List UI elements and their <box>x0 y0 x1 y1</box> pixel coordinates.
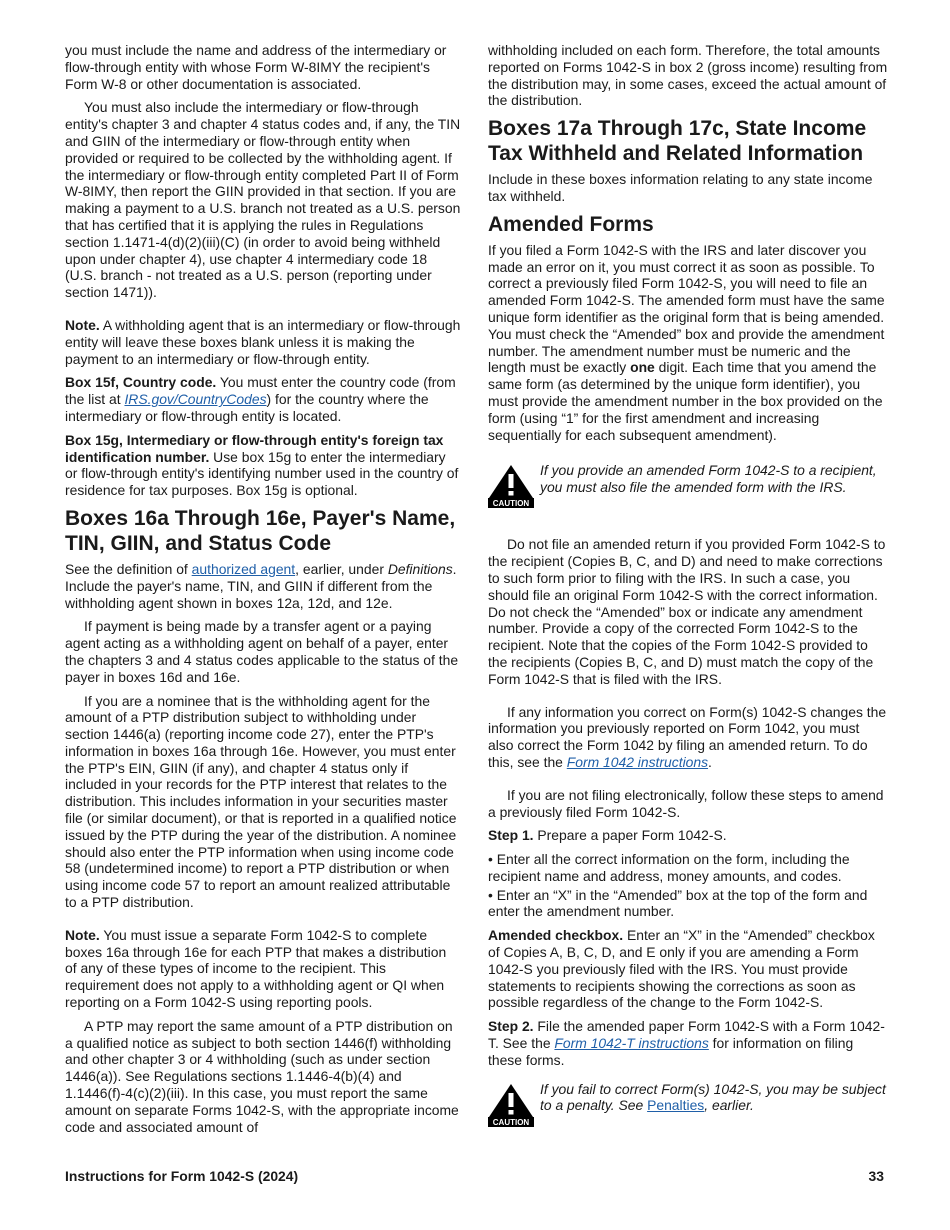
note-text: A withholding agent that is an intermediary or flow-through entity will leave these boxes blank unless it is making the payment to an intermediary or flow-through entity. <box>65 316 461 367</box>
bullet-text: Enter an “X” in the “Amended” box at the top of the form and enter the amendment number. <box>488 886 868 920</box>
note-label: Note. <box>65 926 100 943</box>
paragraph: You must also include the intermediary or flow-through entity's chapter 3 and chapter 4 status codes and, if any, the TIN and GIIN of the intermediary or flow-through entity when provided or required to be collected by the withholding agent. If the intermediary or flow-through entity completed Part II of Form W-8IMY, then report the GIIN provided in that section. If you are making a payment to a U.S. branch not treated as a U.S. person that has certified that it is applying the rules in Regulations section 1.1471-4(d)(2)(iii)(C) (in order to avoid being withheld upon under chapter 4), use chapter 4 intermediary code 18 (U.S. branch - not treated as a U.S. person (reporting under section 1471)). <box>65 99 461 301</box>
text: . Include the payer's name, TIN, and GIIN if different from the withholding agent shown in boxes 12a, 12d, and 12e. <box>65 560 457 611</box>
step2-label: Step 2. <box>488 1018 534 1035</box>
paragraph: you must include the name and address of the intermediary or flow-through entity with whose Form W-8IMY the recipient's Form W-8 or other documentation is associated. <box>65 42 447 92</box>
right-column <box>488 42 888 1155</box>
section-heading-boxes-16: Boxes 16a Through 16e, Payer's Name, TIN, GIIN, and Status Code <box>65 506 456 555</box>
note-paragraph <box>65 317 461 367</box>
bullet-dot: • <box>488 851 497 868</box>
form-1042-instructions-link[interactable]: Form 1042 instructions <box>566 753 709 770</box>
step1-paragraph <box>488 827 888 844</box>
amended-checkbox-label: Amended checkbox. <box>488 927 624 944</box>
caution-icon <box>488 464 534 508</box>
authorized-agent-link[interactable]: authorized agent <box>191 560 296 577</box>
left-column <box>65 42 461 1142</box>
penalties-link[interactable]: Penalties <box>647 1097 705 1114</box>
step1-text: Prepare a paper Form 1042-S. <box>533 827 727 844</box>
paragraph: A PTP may report the same amount of a PTP distribution on a qualified notice as subject to both section 1446(f) withholding and other chapter 3 or 4 withholding (such as under section 1446(a)). See Regulations sections 1.1446-4(b)(4) and 1.1446(f)-4(c)(2)(iii). In this case, you must report the same amount on separate Forms 1042-S, with the appropriate income code and associated amount of <box>65 1017 459 1135</box>
text: File the amended paper Form 1042-S with a Form 1042-T. See the <box>488 1018 885 1052</box>
bullet-dot: • <box>488 886 497 903</box>
paragraph: withholding included on each form. Therefore, the total amounts reported on Forms 1042-S in box 2 (gross income) resulting from the distribution may, in some cases, exceed the actual amount of the distribution. <box>488 42 888 109</box>
caution-text: If you provide an amended Form 1042-S to a recipient, you must also file the amended form with the IRS. <box>540 462 877 496</box>
caution-box <box>488 1081 888 1129</box>
definitions-italic: Definitions <box>387 560 453 577</box>
text: , earlier, under <box>295 560 388 577</box>
text: . <box>708 753 712 770</box>
paragraph: Do not file an amended return if you provided Form 1042-S to the recipient (Copies B, C, and D) and need to make corrections to such form prior to filing with the IRS. In such a case, you should file an original Form 1042-S with the correct information. Do not check the “Amended” box or indicate any amendment number. Provide a copy of the corrected Form 1042-S to the recipient. Note that the copies of the Form 1042-S provided to the recipients (Copies B, C, and D) must match the copy of the Form 1042-S that is filed with the IRS. <box>488 536 886 687</box>
text: digit. Each time that you amend the same form (as determined by the unique form identifier), you must provide the amendment number in the box provided on the form (using “1” for the first amendment and increasing sequentially for each subsequent amendment). <box>488 359 883 443</box>
step2-paragraph <box>488 1018 888 1068</box>
footer-title: Instructions for Form 1042-S (2024) <box>65 1168 299 1184</box>
bold-one: one <box>630 359 655 376</box>
caution-icon <box>488 1083 534 1127</box>
note-paragraph <box>65 927 461 1011</box>
page-number: 33 <box>868 1168 884 1184</box>
paragraph <box>488 242 888 444</box>
text: for information on filing these forms. <box>488 1035 854 1068</box>
note-label: Note. <box>65 316 100 333</box>
text: , earlier. <box>704 1097 754 1114</box>
amended-checkbox-paragraph <box>488 927 888 1011</box>
text: If you filed a Form 1042-S with the IRS and later discover you made an error on it, you must correct it as soon as possible. To correct a previously filed Form 1042-S, you will need to file an amended Form 1042-S. The amended form must have the same unique form identifier as the original form that is being amended. You must check the “Amended” box and provide the amendment number. The amendment number must be numeric and the length must be exactly <box>488 241 885 376</box>
section-heading-amended-forms: Amended Forms <box>488 212 654 236</box>
form-1042t-instructions-link[interactable]: Form 1042-T instructions <box>554 1035 709 1052</box>
caution-box <box>488 462 888 510</box>
country-codes-link[interactable]: IRS.gov/CountryCodes <box>124 391 267 408</box>
box15g-text: Use box 15g to enter the intermediary or flow-through entity's identifying number used in the country of residence for tax purposes. Box 15g is optional. <box>65 448 459 499</box>
bullet-text: Enter all the correct information on the form, including the recipient name and address, money amounts, and codes. <box>488 851 850 884</box>
paragraph <box>65 561 461 611</box>
box15g-paragraph <box>65 432 461 499</box>
box15g-label: Box 15g, Intermediary or flow-through entity's foreign tax identification number. <box>65 431 444 465</box>
text: If you fail to correct Form(s) 1042-S, you may be subject to a penalty. See <box>540 1080 886 1114</box>
paragraph: If payment is being made by a transfer agent or a paying agent acting as a withholding agent on behalf of a payer, enter the chapters 3 and 4 status codes applicable to the status of the payer in boxes 16d and 16e. <box>65 618 459 685</box>
paragraph: If you are a nominee that is the withholding agent for the amount of a PTP distribution subject to withholding under section 1446(a) (reporting income code 27), enter the PTP's information in boxes 16a through 16e. However, you must enter the PTP's EIN, GIIN (if any), and chapter 4 status only if included in your records for the PTP interest that relates to the distribution. This includes information in your securities master file (or similar document), or that is reported in a qualified notice issued by the PTP during the year of the distribution. A nominee should also enter the PTP information when using income code 58 (undetermined income) to report a PTP distribution or when using income code 57 to report an amount realized attributable to a PTP distribution. <box>65 692 457 911</box>
caution-label: CAUTION <box>492 1117 530 1127</box>
text: See the definition of <box>65 560 192 577</box>
paragraph <box>488 704 888 771</box>
bullet-item <box>488 887 888 921</box>
text: Enter an “X” in the “Amended” checkbox of Copies A, B, C, D, and E only if you are amending a Form 1042-S you previously filed with the IRS. You must provide statements to recipients showing the corrections as soon as possible regardless of the change to the Form 1042-S. <box>488 927 875 1011</box>
box15f-text-end: ) for the country where the intermediary or flow-through entity is located. <box>65 391 429 424</box>
text: If any information you correct on Form(s) 1042-S changes the information you previously reported on Form 1042, you must also correct the Form 1042 by filing an amended return. To do this, see the <box>488 703 887 770</box>
step1-label: Step 1. <box>488 827 534 844</box>
box15f-label: Box 15f, Country code. <box>65 374 217 391</box>
box15f-text: You must enter the country code (from the list at <box>65 374 456 408</box>
box15f-paragraph <box>65 374 461 424</box>
paragraph: If you are not filing electronically, follow these steps to amend a previously filed Form 1042-S. <box>488 786 884 820</box>
section-heading-boxes-17: Boxes 17a Through 17c, State Income Tax Withheld and Related Information <box>488 117 867 166</box>
note-text: You must issue a separate Form 1042-S to complete boxes 16a through 16e for each PTP that makes a distribution of any of these types of income to the recipient. This requirement does not apply to a withholding agent or QI when reporting on a Form 1042-S using reporting pools. <box>65 926 447 1011</box>
paragraph: Include in these boxes information relating to any state income tax withheld. <box>488 171 873 204</box>
bullet-item <box>488 851 888 885</box>
caution-text <box>540 1081 888 1115</box>
caution-label: CAUTION <box>492 499 530 509</box>
